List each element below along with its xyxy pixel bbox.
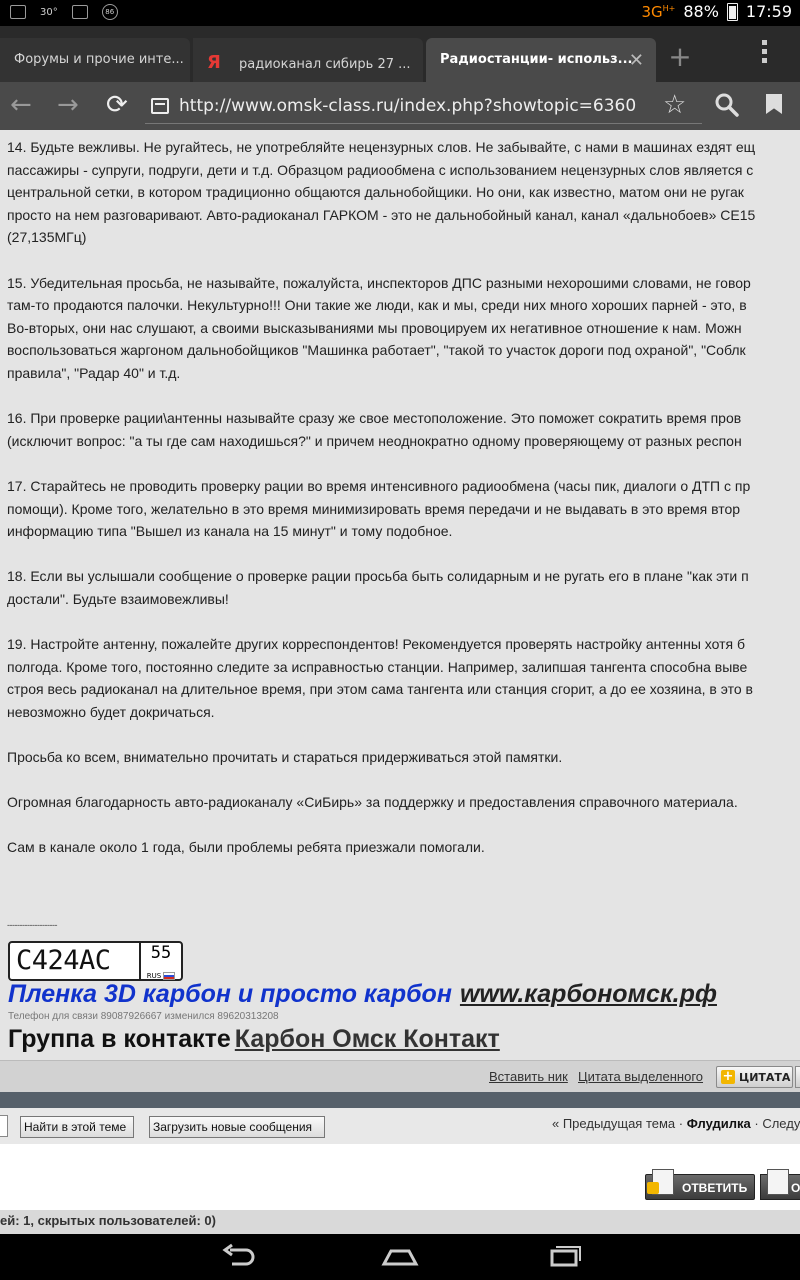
find-in-topic-button[interactable]: Найти в этой теме: [20, 1116, 134, 1138]
forward-arrow-icon[interactable]: →: [57, 90, 79, 120]
post-line: 17. Старайтесь не проводить проверку рации во время интенсивного радиообмена (часы пик, диалоги о ДТП с пр: [7, 477, 751, 494]
group-link[interactable]: Карбон Омск Контакт: [234, 1025, 500, 1053]
post-paragraph: [7, 136, 800, 249]
post-paragraph: [7, 407, 800, 452]
separator-bar: [0, 1092, 800, 1108]
ad-link[interactable]: www.карбономск.рф: [459, 980, 717, 1008]
signature-phone: Телефон для связи 89087926667 изменился 89620313208: [8, 1011, 279, 1022]
tab-radiochannel[interactable]: [193, 38, 423, 82]
gallery-notification-icon: [10, 5, 26, 19]
app-badge-icon: 86: [102, 4, 118, 20]
yandex-favicon-icon: Я: [207, 52, 221, 73]
url-field[interactable]: [145, 88, 702, 124]
new-topic-label: О: [791, 1181, 800, 1195]
post-line: 18. Если вы услышали сообщение о проверке рации просьба быть солидарным и не ругать его в плане "как эти п: [7, 568, 749, 585]
post-action-bar: [0, 1060, 800, 1092]
star-icon[interactable]: ☆: [663, 90, 687, 120]
back-arrow-icon[interactable]: ←: [10, 90, 32, 120]
tab-radiostations-active[interactable]: [426, 38, 656, 82]
post-line: Просьба ко всем, внимательно прочитать и стараться придерживаться этой памятки.: [7, 749, 563, 766]
post-paragraph: [7, 475, 800, 543]
post-line: достали". Будьте взаимовежливы!: [7, 590, 229, 607]
post-paragraph: [7, 565, 800, 610]
doc-icon: [767, 1169, 789, 1195]
plus-icon: +: [722, 1069, 734, 1084]
ad-text: Пленка 3D карбон и просто карбон: [8, 980, 452, 1008]
reload-icon[interactable]: ⟳: [106, 90, 128, 120]
topic-nav-bar: [0, 1108, 800, 1144]
insert-nick-link[interactable]: Вставить ник: [489, 1069, 568, 1084]
post-line: (27,135МГц): [7, 229, 87, 246]
reply-button[interactable]: [645, 1174, 755, 1200]
post-line: правила", "Радар 40" и т.д.: [7, 364, 181, 381]
post-line: воспользоваться жаргоном дальнобойщиков "Машинка работает", "такой то участок дороги под охраной", "Соблк: [7, 342, 746, 359]
post-line: просто на нем разговаривают. Авто-радиоканал ГАРКОМ - это не дальнобойный канал, канал «дальнобоев» CE15: [7, 206, 756, 223]
temperature-notification: 30°: [40, 6, 58, 18]
post-line: Во-вторых, они нас слушают, а своими высказываниями мы провоцируем их негативное отношение к нам. Можн: [7, 319, 742, 336]
web-page: [0, 130, 800, 1234]
bookmarks-icon[interactable]: [766, 94, 782, 114]
post-line: Сам в канале около 1 года, были проблемы ребята приезжали помогали.: [7, 839, 485, 856]
post-line: информацию типа "Вышел из канала на 15 минут" и тому подобное.: [7, 523, 453, 540]
post-line: (исключит вопрос: "а ты где сам находишься?" и причем неоднократно одному проверяющему от разных респон: [7, 432, 742, 449]
tab-title: радиоканал сибирь 27 ...: [239, 57, 411, 72]
prev-topic-link[interactable]: « Предыдущая тема ·: [552, 1116, 684, 1131]
new-tab-button[interactable]: +: [668, 40, 692, 73]
quote-button[interactable]: [716, 1066, 793, 1088]
battery-icon: [727, 3, 738, 21]
tab-title: Форумы и прочие инте...: [14, 52, 184, 67]
post-line: невозможно будет докричаться.: [7, 703, 215, 720]
address-bar: [0, 82, 800, 130]
status-bar: [0, 0, 800, 26]
post-line: центральной сетки, в котором традиционно общаются дальнобойщики. Но они, как известно, матом они не ругак: [7, 184, 744, 201]
post-line: пассажиры - супруги, подруги, дети и т.д. Образцом радиообмена с использованием нецензурных слов является с: [7, 161, 754, 178]
network-type: 3G: [641, 2, 663, 21]
multiquote-button[interactable]: [795, 1066, 800, 1088]
clock: 17:59: [745, 2, 792, 21]
screen-notification-icon: [72, 5, 88, 19]
signature-group: [8, 1025, 500, 1054]
reply-area: [0, 1144, 800, 1210]
tab-title: Радиостанции- использ...: [440, 52, 633, 67]
overflow-menu-icon[interactable]: [762, 40, 770, 67]
tab-strip: [0, 26, 800, 82]
plate-country: RUS: [146, 972, 162, 980]
post-line: строя весь радиоканал на длительное время, при этом сама тангента или станция сгорит, а до ее хозяина, в это в: [7, 681, 753, 698]
quote-button-label: ЦИТАТА: [739, 1070, 791, 1084]
new-topic-button[interactable]: [760, 1174, 800, 1200]
post-paragraph: [7, 746, 800, 769]
load-new-button[interactable]: Загрузить новые сообщения: [149, 1116, 325, 1138]
post-paragraph: [7, 791, 800, 814]
search-icon[interactable]: [714, 92, 740, 118]
post-paragraph: [7, 633, 800, 723]
tab-forums[interactable]: [0, 38, 190, 82]
group-text: Группа в контакте: [8, 1025, 231, 1053]
back-icon[interactable]: [218, 1242, 258, 1270]
signature-ad: [8, 980, 717, 1009]
post-line: полгода. Кроме того, постоянно следите за исправностью станции. Например, залипшая тангента способна выве: [7, 658, 748, 675]
network-indicator: [641, 3, 675, 21]
post-body: [7, 136, 800, 882]
post-line: Огромная благодарность авто-радиоканалу «СиБирь» за поддержку и предоставления справочного материала.: [7, 794, 738, 811]
page-jump-input[interactable]: [0, 1115, 8, 1137]
active-users-bar: ей: 1, скрытых пользователей: 0): [0, 1210, 800, 1234]
post-paragraph: [7, 272, 800, 385]
close-tab-icon[interactable]: ✕: [628, 50, 644, 71]
plate-number: С424АС: [16, 945, 111, 976]
topic-navigation: [552, 1116, 800, 1131]
post-line: 14. Будьте вежливы. Не ругайтесь, не употребляйте нецензурных слов. Не забывайте, с нами в машинах ездят ещ: [7, 139, 756, 155]
reply-doc-icon: [652, 1169, 674, 1195]
battery-percent: 88%: [683, 2, 719, 21]
site-info-icon[interactable]: [151, 98, 169, 114]
quote-selected-link[interactable]: Цитата выделенного: [578, 1069, 704, 1084]
post-line: 15. Убедительная просьба, не называйте, пожалуйста, инспекторов ДПС разными нехорошими словами, не говор: [7, 274, 751, 291]
forum-link[interactable]: Флудилка: [686, 1116, 751, 1131]
post-paragraph: [7, 836, 800, 859]
network-subtype: H+: [662, 3, 676, 13]
post-line: там-то продаются палочки. Некультурно!!! Они такие же люди, как и мы, среди них много хороших парней - это, в: [7, 297, 747, 314]
system-nav-bar: [0, 1234, 800, 1280]
signature-divider: --------------------: [7, 920, 57, 930]
home-icon[interactable]: [380, 1242, 420, 1270]
post-line: 16. При проверке рации\антенны называйте сразу же свое местоположение. Это поможет сократить время пров: [7, 410, 742, 427]
reply-button-label: ОТВЕТИТЬ: [682, 1181, 748, 1195]
post-line: помощи). Кроме того, желательно в это время минимизировать время передачи и не выдавать в это время втор: [7, 500, 741, 517]
plate-region: 55: [150, 943, 172, 963]
recent-apps-icon[interactable]: [543, 1242, 583, 1270]
plate-region-box: [139, 943, 181, 979]
url-text: http://www.omsk-class.ru/index.php?showtopic=6360: [179, 95, 637, 116]
next-topic-link[interactable]: · Следу: [754, 1116, 800, 1131]
license-plate-image: [8, 941, 183, 981]
post-line: 19. Настройте антенну, пожалейте других корреспондентов! Рекомендуется проверять настройку антенны хотя б: [7, 636, 746, 653]
russia-flag-icon: [163, 972, 175, 980]
